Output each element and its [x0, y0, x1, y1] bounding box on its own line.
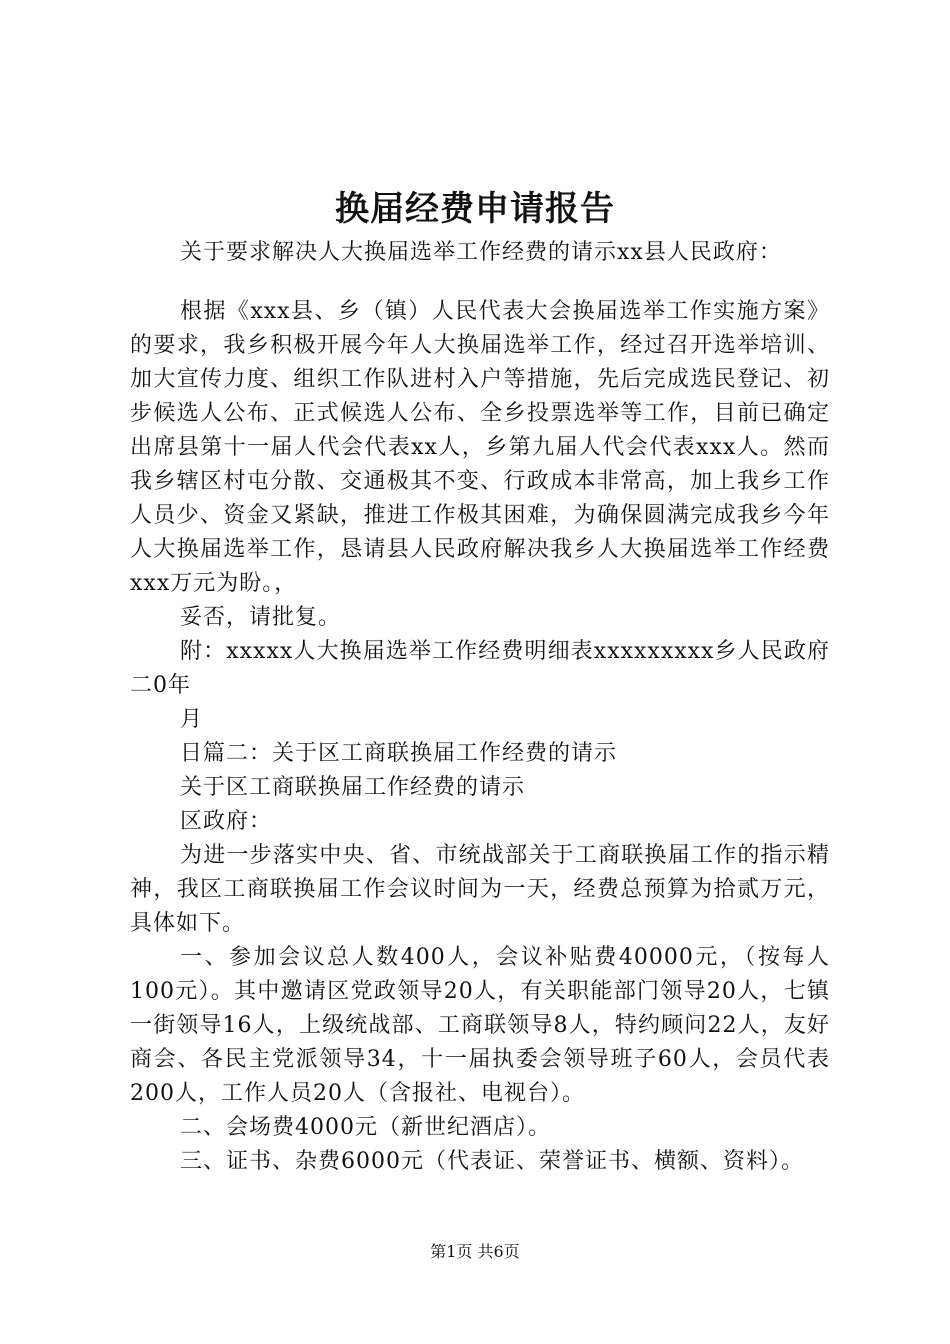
document-body [130, 236, 830, 1179]
page-number-footer: 第1页 共6页 [430, 1242, 520, 1261]
paragraph-request-heading: 关于要求解决人大换届选举工作经费的请示xx县人民政府： [180, 240, 782, 265]
paragraph-attachment: 附：xxxxx人大换届选举工作经费明细表xxxxxxxxx乡人民政府二0年 [130, 639, 830, 698]
paragraph-month: 月 [180, 707, 204, 732]
document-title: 换届经费申请报告 [335, 189, 615, 229]
paragraph-item-two: 二、会场费4000元（新世纪酒店）。 [180, 1115, 551, 1140]
paragraph-addressee: 区政府： [180, 809, 273, 834]
paragraph-item-one: 一、参加会议总人数400人，会议补贴费40000元，（按每人100元）。其中邀请区党政领导20人，有关职能部门领导20人，七镇一街领导16人，上级统战部、工商联领导8人，特约顾问22人，友好商会、各民主党派领导34，十一届执委会领导班子60人，会员代表200人，工作人员20人（含报社、电视台）。 [130, 945, 830, 1106]
paragraph-day-section-two: 日篇二：关于区工商联换届工作经费的请示 [180, 741, 618, 766]
paragraph-approval: 妥否，请批复。 [180, 605, 342, 630]
paragraph-budget-intro: 为进一步落实中央、省、市统战部关于工商联换届工作的指示精神，我区工商联换届工作会议时间为一天，经费总预算为拾贰万元，具体如下。 [130, 843, 830, 936]
paragraph-main-request: 根据《xxx县、乡（镇）人民代表大会换届选举工作实施方案》的要求，我乡积极开展今年人大换届选举工作，经过召开选举培训、加大宣传力度、组织工作队进村入户等措施，先后完成选民登记、初步候选人公布、正式候选人公布、全乡投票选举等工作，目前已确定出席县第十一届人代会代表xx人，乡第九届人代会代表xxx人。然而我乡辖区村屯分散、交通极其不变、行政成本非常高，加上我乡工作人员少、资金又紧缺，推进工作极其困难，为确保圆满完成我乡今年人大换届选举工作，恳请县人民政府解决我乡人大换届选举工作经费xxx万元为盼。， [130, 299, 830, 596]
paragraph-section-title: 关于区工商联换届工作经费的请示 [180, 775, 526, 800]
paragraph-item-three: 三、证书、杂费6000元（代表证、荣誉证书、横额、资料）。 [180, 1149, 804, 1174]
